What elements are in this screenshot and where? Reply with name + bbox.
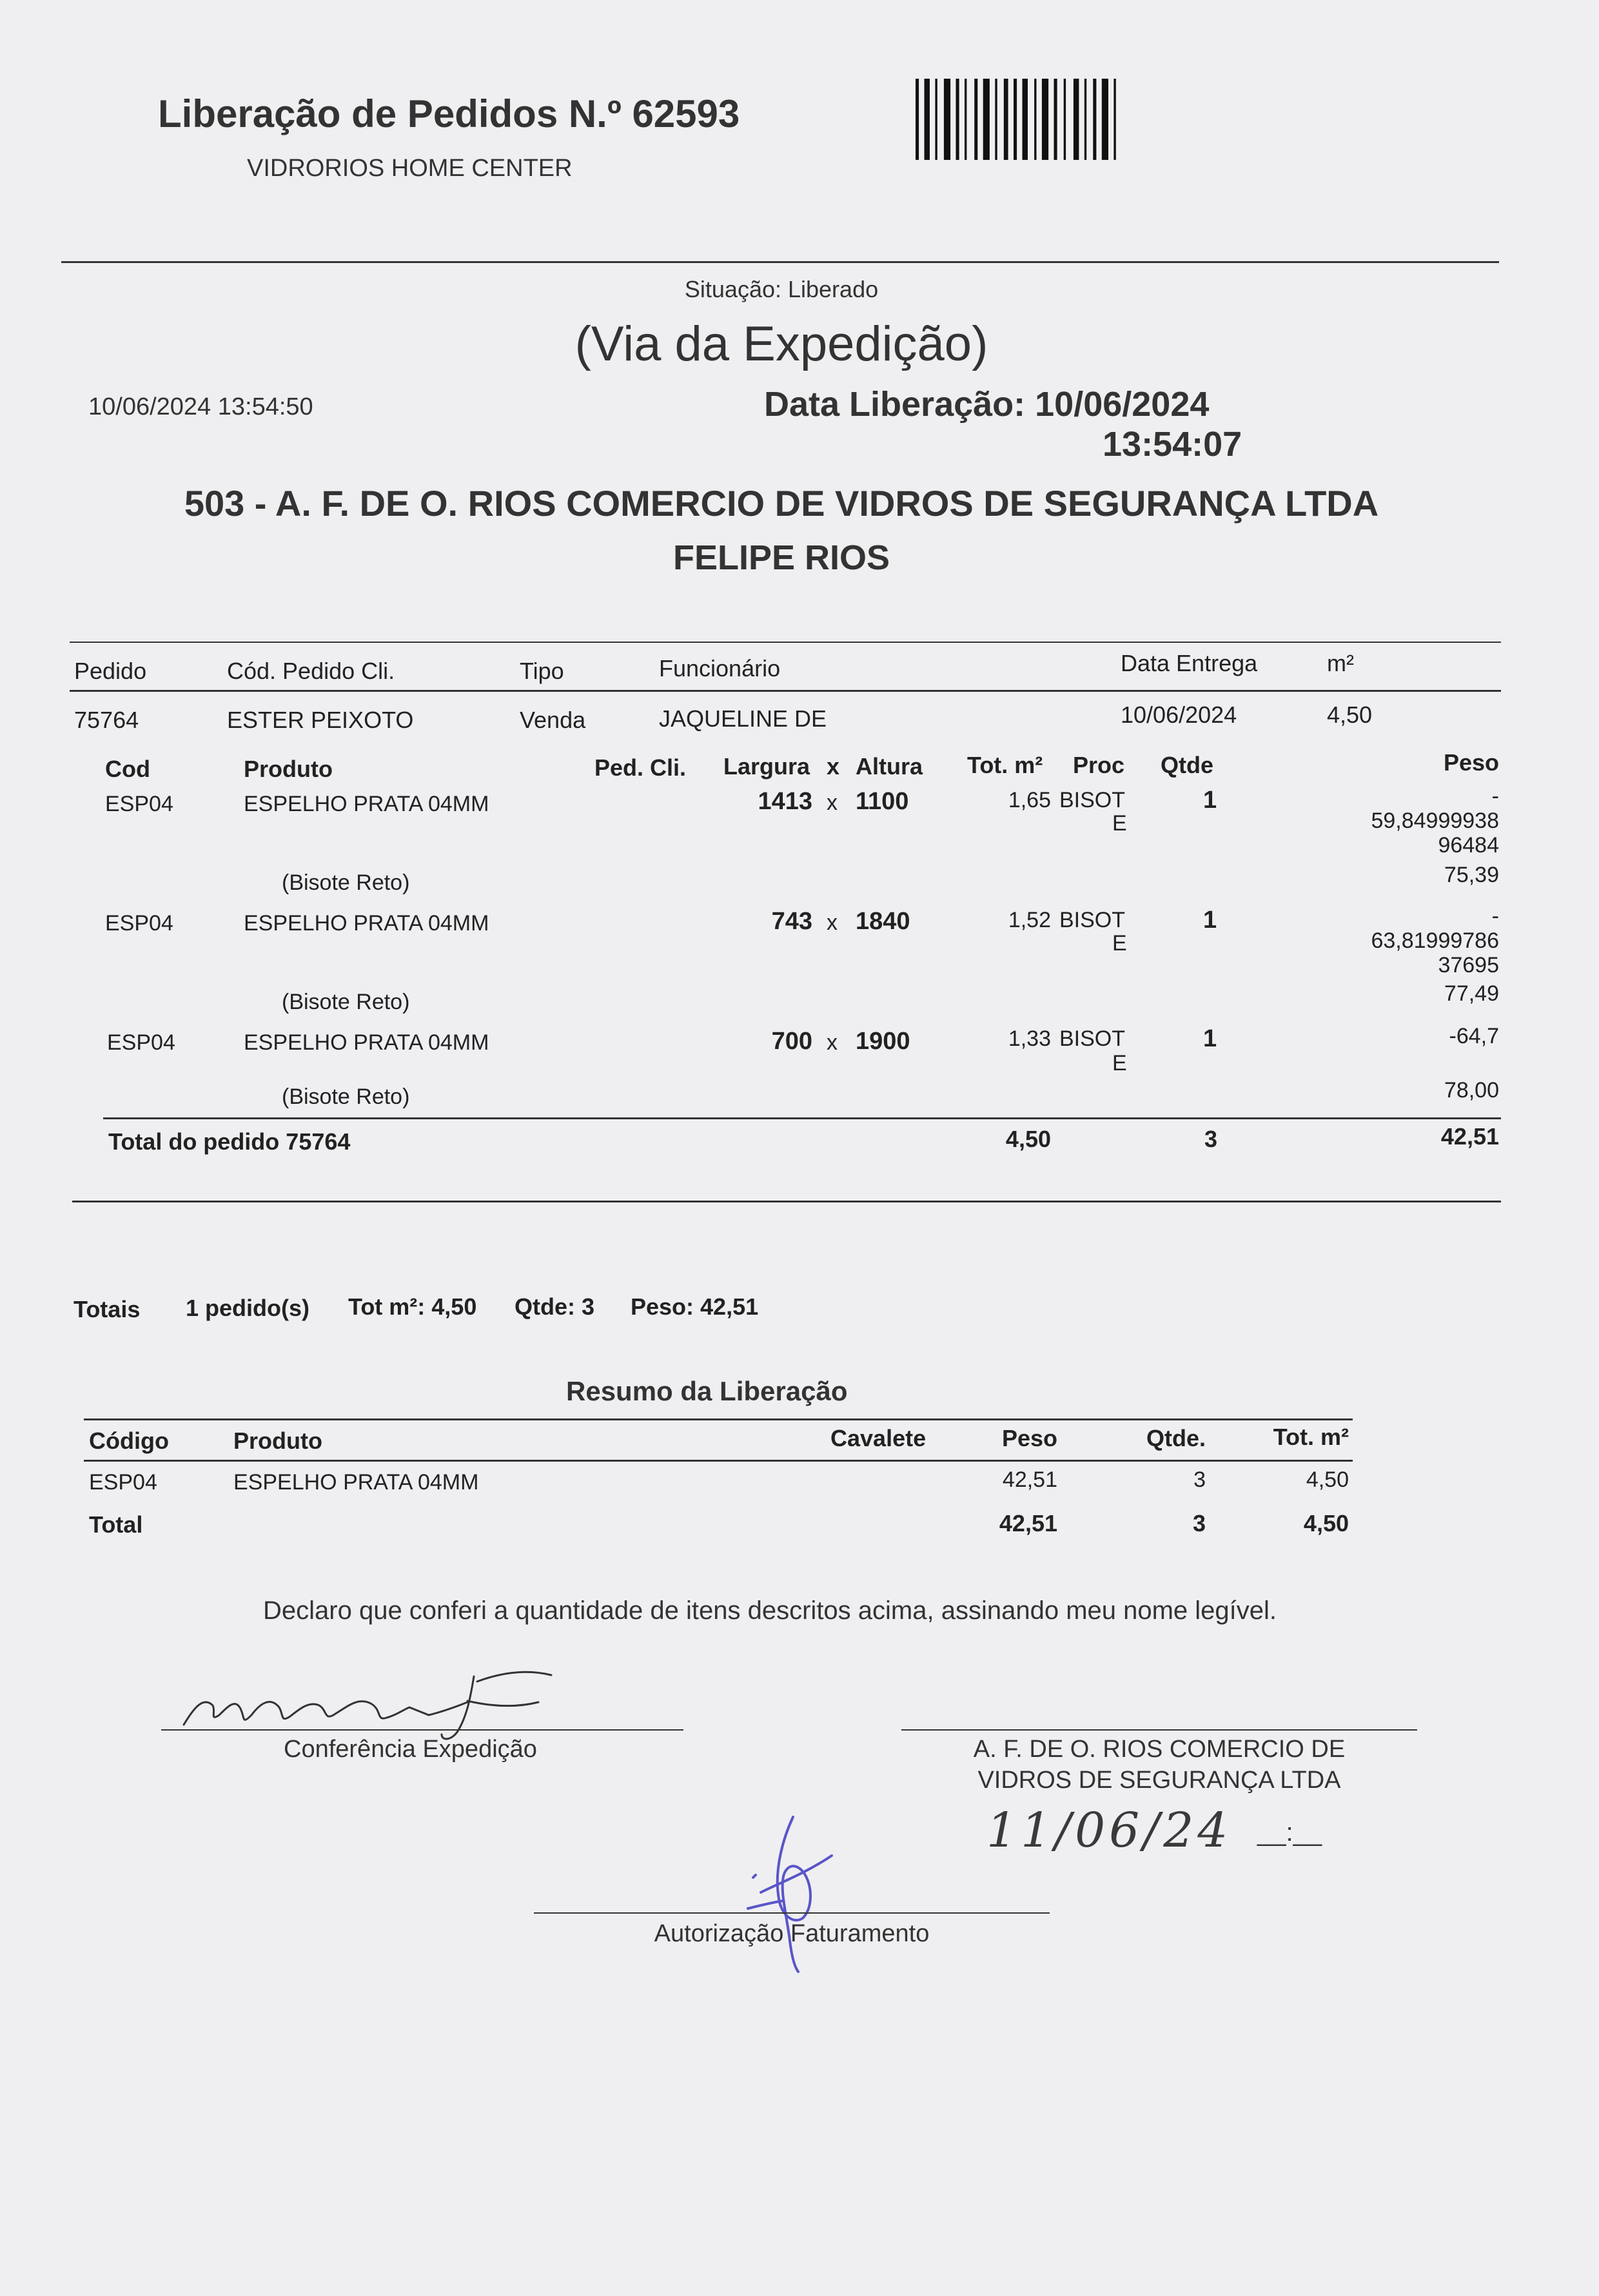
barcode-bar xyxy=(1074,79,1079,160)
time-blank: __:__ xyxy=(1257,1818,1322,1847)
customer-contact: FELIPE RIOS xyxy=(672,538,890,577)
status-text: Situação: Liberado xyxy=(684,276,879,302)
item-produto: ESPELHO PRATA 04MM xyxy=(244,792,489,816)
item-peso-line1: -64,7 xyxy=(1449,1024,1499,1048)
order-cod-pedido-cli-value: ESTER PEIXOTO xyxy=(227,707,414,733)
barcode-bar xyxy=(1023,79,1028,160)
item-cod: ESP04 xyxy=(107,1030,175,1055)
totais-qtde: Qtde: 3 xyxy=(515,1293,595,1320)
document-title: Liberação de Pedidos N.º 62593 xyxy=(158,92,740,135)
resumo-row-codigo: ESP04 xyxy=(89,1470,157,1495)
items-col-altura: Altura xyxy=(856,753,923,780)
col-pedido-label: Pedido xyxy=(74,658,147,684)
totais-pedidos: 1 pedido(s) xyxy=(186,1295,310,1321)
item-largura: 700 xyxy=(771,1028,812,1055)
item-peso-line3: 37695 xyxy=(1438,953,1499,977)
order-total-m2: 4,50 xyxy=(1005,1126,1051,1152)
barcode-bar xyxy=(995,79,997,160)
items-col-cod: Cod xyxy=(105,756,150,782)
items-col-qtde: Qtde xyxy=(1161,752,1214,778)
resumo-col-peso: Peso xyxy=(1001,1425,1057,1451)
item-altura: 1100 xyxy=(856,788,909,815)
item-proc-line1: BISOT xyxy=(1059,788,1126,812)
item-tot-m2: 1,65 xyxy=(1008,788,1051,812)
item-largura: 743 xyxy=(771,908,812,935)
item-peso-line1: - xyxy=(1491,904,1499,928)
item-tot-m2: 1,33 xyxy=(1008,1026,1051,1051)
barcode-bar xyxy=(1054,79,1057,160)
declaration-text: Declaro que conferi a quantidade de itens descritos acima, assinando meu nome legível. xyxy=(263,1596,1277,1625)
release-time: 13:54:07 xyxy=(1103,425,1242,464)
autorizacao-signature xyxy=(722,1812,851,1973)
item-note: (Bisote Reto) xyxy=(282,1084,410,1109)
barcode-bar xyxy=(1113,79,1115,160)
barcode-bar xyxy=(965,79,966,160)
barcode-bar xyxy=(1014,79,1017,160)
item-peso-line4: 77,49 xyxy=(1444,981,1499,1006)
handwritten-date: 11/06/24 xyxy=(986,1803,1232,1858)
item-produto: ESPELHO PRATA 04MM xyxy=(244,1030,489,1055)
resumo-total-peso: 42,51 xyxy=(999,1510,1057,1536)
item-peso-line1: - xyxy=(1491,784,1499,809)
barcode-bar xyxy=(935,79,937,160)
items-col-proc: Proc xyxy=(1073,752,1125,778)
release-date: Data Liberação: 10/06/2024 xyxy=(764,385,1210,424)
company-sign-line1: A. F. DE O. RIOS COMERCIO DE xyxy=(973,1736,1346,1763)
col-tipo-label: Tipo xyxy=(520,658,564,684)
order-table-top-line xyxy=(70,642,1501,643)
autorizacao-signature-line xyxy=(534,1912,1050,1914)
barcode xyxy=(916,79,1167,160)
item-x: x xyxy=(827,1030,838,1055)
item-proc-line2: E xyxy=(1112,1051,1127,1075)
item-altura: 1840 xyxy=(856,908,910,935)
item-qtde: 1 xyxy=(1203,907,1217,934)
item-largura: 1413 xyxy=(758,788,812,815)
items-col-peso: Peso xyxy=(1443,749,1499,776)
order-pedido-value: 75764 xyxy=(74,707,139,733)
item-cod: ESP04 xyxy=(105,792,173,816)
item-peso-line2: 59,84999938 xyxy=(1371,809,1499,833)
barcode-bar xyxy=(1042,79,1048,160)
barcode-bar xyxy=(1034,79,1036,160)
print-datetime: 10/06/2024 13:54:50 xyxy=(88,393,313,420)
totais-label: Totais xyxy=(74,1296,141,1322)
company-name: VIDRORIOS HOME CENTER xyxy=(247,155,573,182)
resumo-row-tot-m2: 4,50 xyxy=(1306,1467,1349,1492)
resumo-total-label: Total xyxy=(89,1511,143,1538)
item-proc-line2: E xyxy=(1112,811,1127,836)
order-data-entrega-value: 10/06/2024 xyxy=(1121,702,1237,728)
item-peso-line4: 78,00 xyxy=(1444,1078,1499,1103)
conferencia-signature-line xyxy=(161,1729,683,1731)
col-data-entrega-label: Data Entrega xyxy=(1121,650,1258,676)
conferencia-label: Conferência Expedição xyxy=(284,1736,537,1763)
barcode-bar xyxy=(1084,79,1086,160)
barcode-bar xyxy=(1093,79,1096,160)
item-x: x xyxy=(827,910,838,935)
resumo-total-tot-m2: 4,50 xyxy=(1303,1510,1349,1536)
barcode-bar xyxy=(916,79,919,160)
resumo-col-tot-m2: Tot. m² xyxy=(1273,1424,1349,1450)
items-col-largura: Largura xyxy=(723,753,810,780)
item-proc-line2: E xyxy=(1112,931,1127,956)
item-qtde: 1 xyxy=(1203,787,1217,814)
item-peso-line4: 75,39 xyxy=(1444,863,1499,887)
resumo-total-qtde: 3 xyxy=(1192,1510,1206,1536)
resumo-col-qtde: Qtde. xyxy=(1146,1425,1206,1451)
resumo-row-peso: 42,51 xyxy=(1002,1467,1057,1492)
barcode-bar xyxy=(956,79,959,160)
item-proc-line1: BISOT xyxy=(1059,1026,1126,1051)
via-title: (Via da Expedição) xyxy=(574,317,988,371)
resumo-col-produto: Produto xyxy=(233,1428,322,1454)
resumo-col-codigo: Código xyxy=(89,1428,169,1454)
items-col-ped-cli: Ped. Cli. xyxy=(594,754,687,781)
items-col-tot-m2: Tot. m² xyxy=(967,752,1043,778)
resumo-row-qtde: 3 xyxy=(1193,1467,1206,1492)
item-qtde: 1 xyxy=(1203,1025,1217,1052)
col-funcionario-label: Funcionário xyxy=(659,655,781,682)
col-cod-pedido-cli-label: Cód. Pedido Cli. xyxy=(227,658,395,684)
order-total-label: Total do pedido 75764 xyxy=(108,1128,351,1155)
order-total-peso: 42,51 xyxy=(1440,1123,1499,1150)
resumo-header-line xyxy=(84,1460,1353,1462)
barcode-bar xyxy=(974,79,977,160)
barcode-bar xyxy=(1004,79,1008,160)
items-col-produto: Produto xyxy=(244,756,333,782)
items-total-line xyxy=(103,1117,1501,1119)
barcode-bar xyxy=(925,79,930,160)
customer-name: 503 - A. F. DE O. RIOS COMERCIO DE VIDROS DE SEGURANÇA LTDA xyxy=(184,483,1379,524)
item-note: (Bisote Reto) xyxy=(282,870,410,895)
order-tipo-value: Venda xyxy=(520,707,586,733)
barcode-bar xyxy=(944,79,950,160)
items-col-x: x xyxy=(827,753,840,780)
item-note: (Bisote Reto) xyxy=(282,990,410,1014)
company-signature-line xyxy=(901,1729,1417,1731)
autorizacao-label: Autorização Faturamento xyxy=(654,1920,930,1947)
totais-tot-m2: Tot m²: 4,50 xyxy=(348,1293,477,1320)
item-peso-line3: 96484 xyxy=(1438,833,1499,858)
header-divider xyxy=(61,261,1499,263)
totais-peso: Peso: 42,51 xyxy=(631,1293,759,1320)
barcode-bar xyxy=(983,79,990,160)
order-table-header-line xyxy=(70,690,1501,692)
order-total-qtde: 3 xyxy=(1204,1126,1218,1152)
item-peso-line2: 63,81999786 xyxy=(1371,928,1499,953)
order-m2-value: 4,50 xyxy=(1327,702,1373,728)
item-x: x xyxy=(827,790,838,815)
resumo-row-produto: ESPELHO PRATA 04MM xyxy=(233,1470,479,1495)
resumo-col-cavalete: Cavalete xyxy=(830,1425,927,1451)
item-tot-m2: 1,52 xyxy=(1008,908,1051,932)
order-funcionario-value: JAQUELINE DE xyxy=(659,705,827,732)
item-proc-line1: BISOT xyxy=(1059,908,1126,932)
item-produto: ESPELHO PRATA 04MM xyxy=(244,911,489,936)
resumo-title: Resumo da Liberação xyxy=(566,1376,848,1406)
barcode-bar xyxy=(1102,79,1108,160)
item-altura: 1900 xyxy=(856,1028,910,1055)
col-m2-label: m² xyxy=(1327,650,1354,676)
company-sign-line2: VIDROS DE SEGURANÇA LTDA xyxy=(977,1767,1341,1794)
resumo-top-line xyxy=(84,1418,1353,1420)
order-section-divider xyxy=(72,1201,1501,1202)
barcode-bar xyxy=(1064,79,1066,160)
item-cod: ESP04 xyxy=(105,911,173,936)
